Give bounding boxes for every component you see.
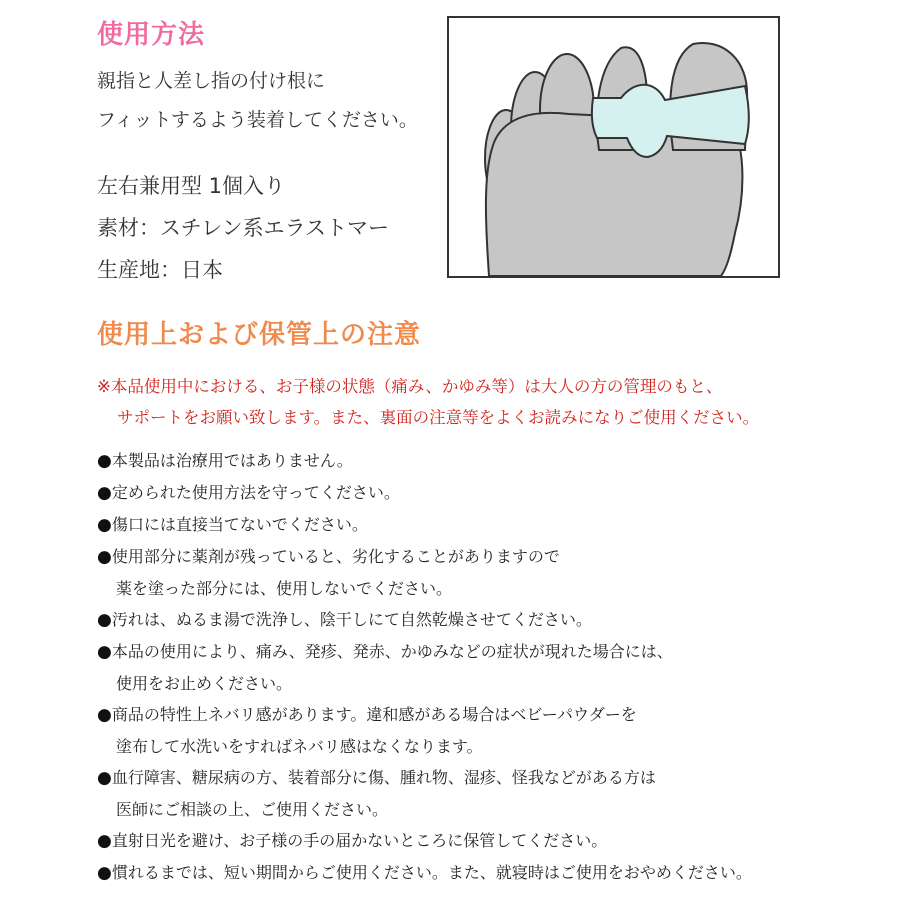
note-item (97, 636, 887, 699)
spec-origin: 生産地：日本 (97, 258, 223, 282)
caution-notes-list (97, 445, 887, 889)
bullet-icon: ● (97, 483, 112, 503)
note-continuation: 塗布して水洗いをすればネバリ感はなくなります。 (116, 737, 483, 756)
note-item (97, 825, 887, 857)
note-text: 商品の特性上ネバリ感があります。違和感がある場合はベビーパウダーを (111, 705, 637, 724)
note-item (97, 762, 887, 825)
bullet-icon: ● (97, 642, 112, 662)
note-item (97, 541, 887, 604)
bullet-icon: ● (97, 768, 112, 788)
spec-material: 素材：スチレン系エラストマー (97, 216, 390, 240)
bullet-icon: ● (97, 831, 112, 851)
bullet-icon: ● (97, 515, 112, 535)
note-item (97, 857, 887, 889)
foot-drawing (449, 18, 778, 276)
bullet-icon: ● (97, 451, 112, 471)
usage-line-2: フィットするよう装着してください。 (97, 109, 418, 131)
note-text: 直射日光を避け、お子様の手の届かないところに保管してください。 (111, 831, 608, 850)
note-item (97, 509, 887, 541)
usage-title: 使用方法 (97, 20, 206, 50)
note-text: 本製品は治療用ではありません。 (111, 451, 353, 470)
bullet-icon: ● (97, 547, 112, 567)
note-text: 傷口には直接当てないでください。 (111, 515, 368, 534)
usage-line-1: 親指と人差し指の付け根に (97, 70, 326, 92)
spec-type: 左右兼用型 1個入り (97, 174, 286, 198)
note-item (97, 699, 887, 762)
note-text: 血行障害、糖尿病の方、装着部分に傷、腫れ物、湿疹、怪我などがある方は (111, 768, 656, 787)
bullet-icon: ● (97, 863, 112, 883)
note-text: 使用部分に薬剤が残っていると、劣化することがありますので (111, 547, 560, 566)
note-text: 汚れは、ぬるま湯で洗浄し、陰干しにて自然乾燥させてください。 (111, 610, 592, 629)
warning-line-1: ※本品使用中における、お子様の状態（痛み、かゆみ等）は大人の方の管理のもと、 (97, 377, 723, 396)
note-item (97, 477, 887, 509)
note-item (97, 445, 887, 477)
note-continuation: 医師にご相談の上、ご使用ください。 (116, 800, 389, 819)
note-continuation: 薬を塗った部分には、使用しないでください。 (116, 579, 453, 598)
note-text: 慣れるまでは、短い期間からご使用ください。また、就寝時はご使用をおやめください。 (111, 863, 752, 882)
caution-title: 使用上および保管上の注意 (97, 320, 422, 350)
foot-illustration (447, 16, 780, 278)
note-text: 本品の使用により、痛み、発疹、発赤、かゆみなどの症状が現れた場合には、 (111, 642, 673, 661)
note-text: 定められた使用方法を守ってください。 (111, 483, 400, 502)
bullet-icon: ● (97, 705, 112, 725)
warning-line-2: サポートをお願い致します。また、裏面の注意等をよくお読みになりご使用ください。 (117, 408, 760, 427)
note-continuation: 使用をお止めください。 (116, 674, 293, 693)
note-item (97, 604, 887, 636)
bullet-icon: ● (97, 610, 112, 630)
